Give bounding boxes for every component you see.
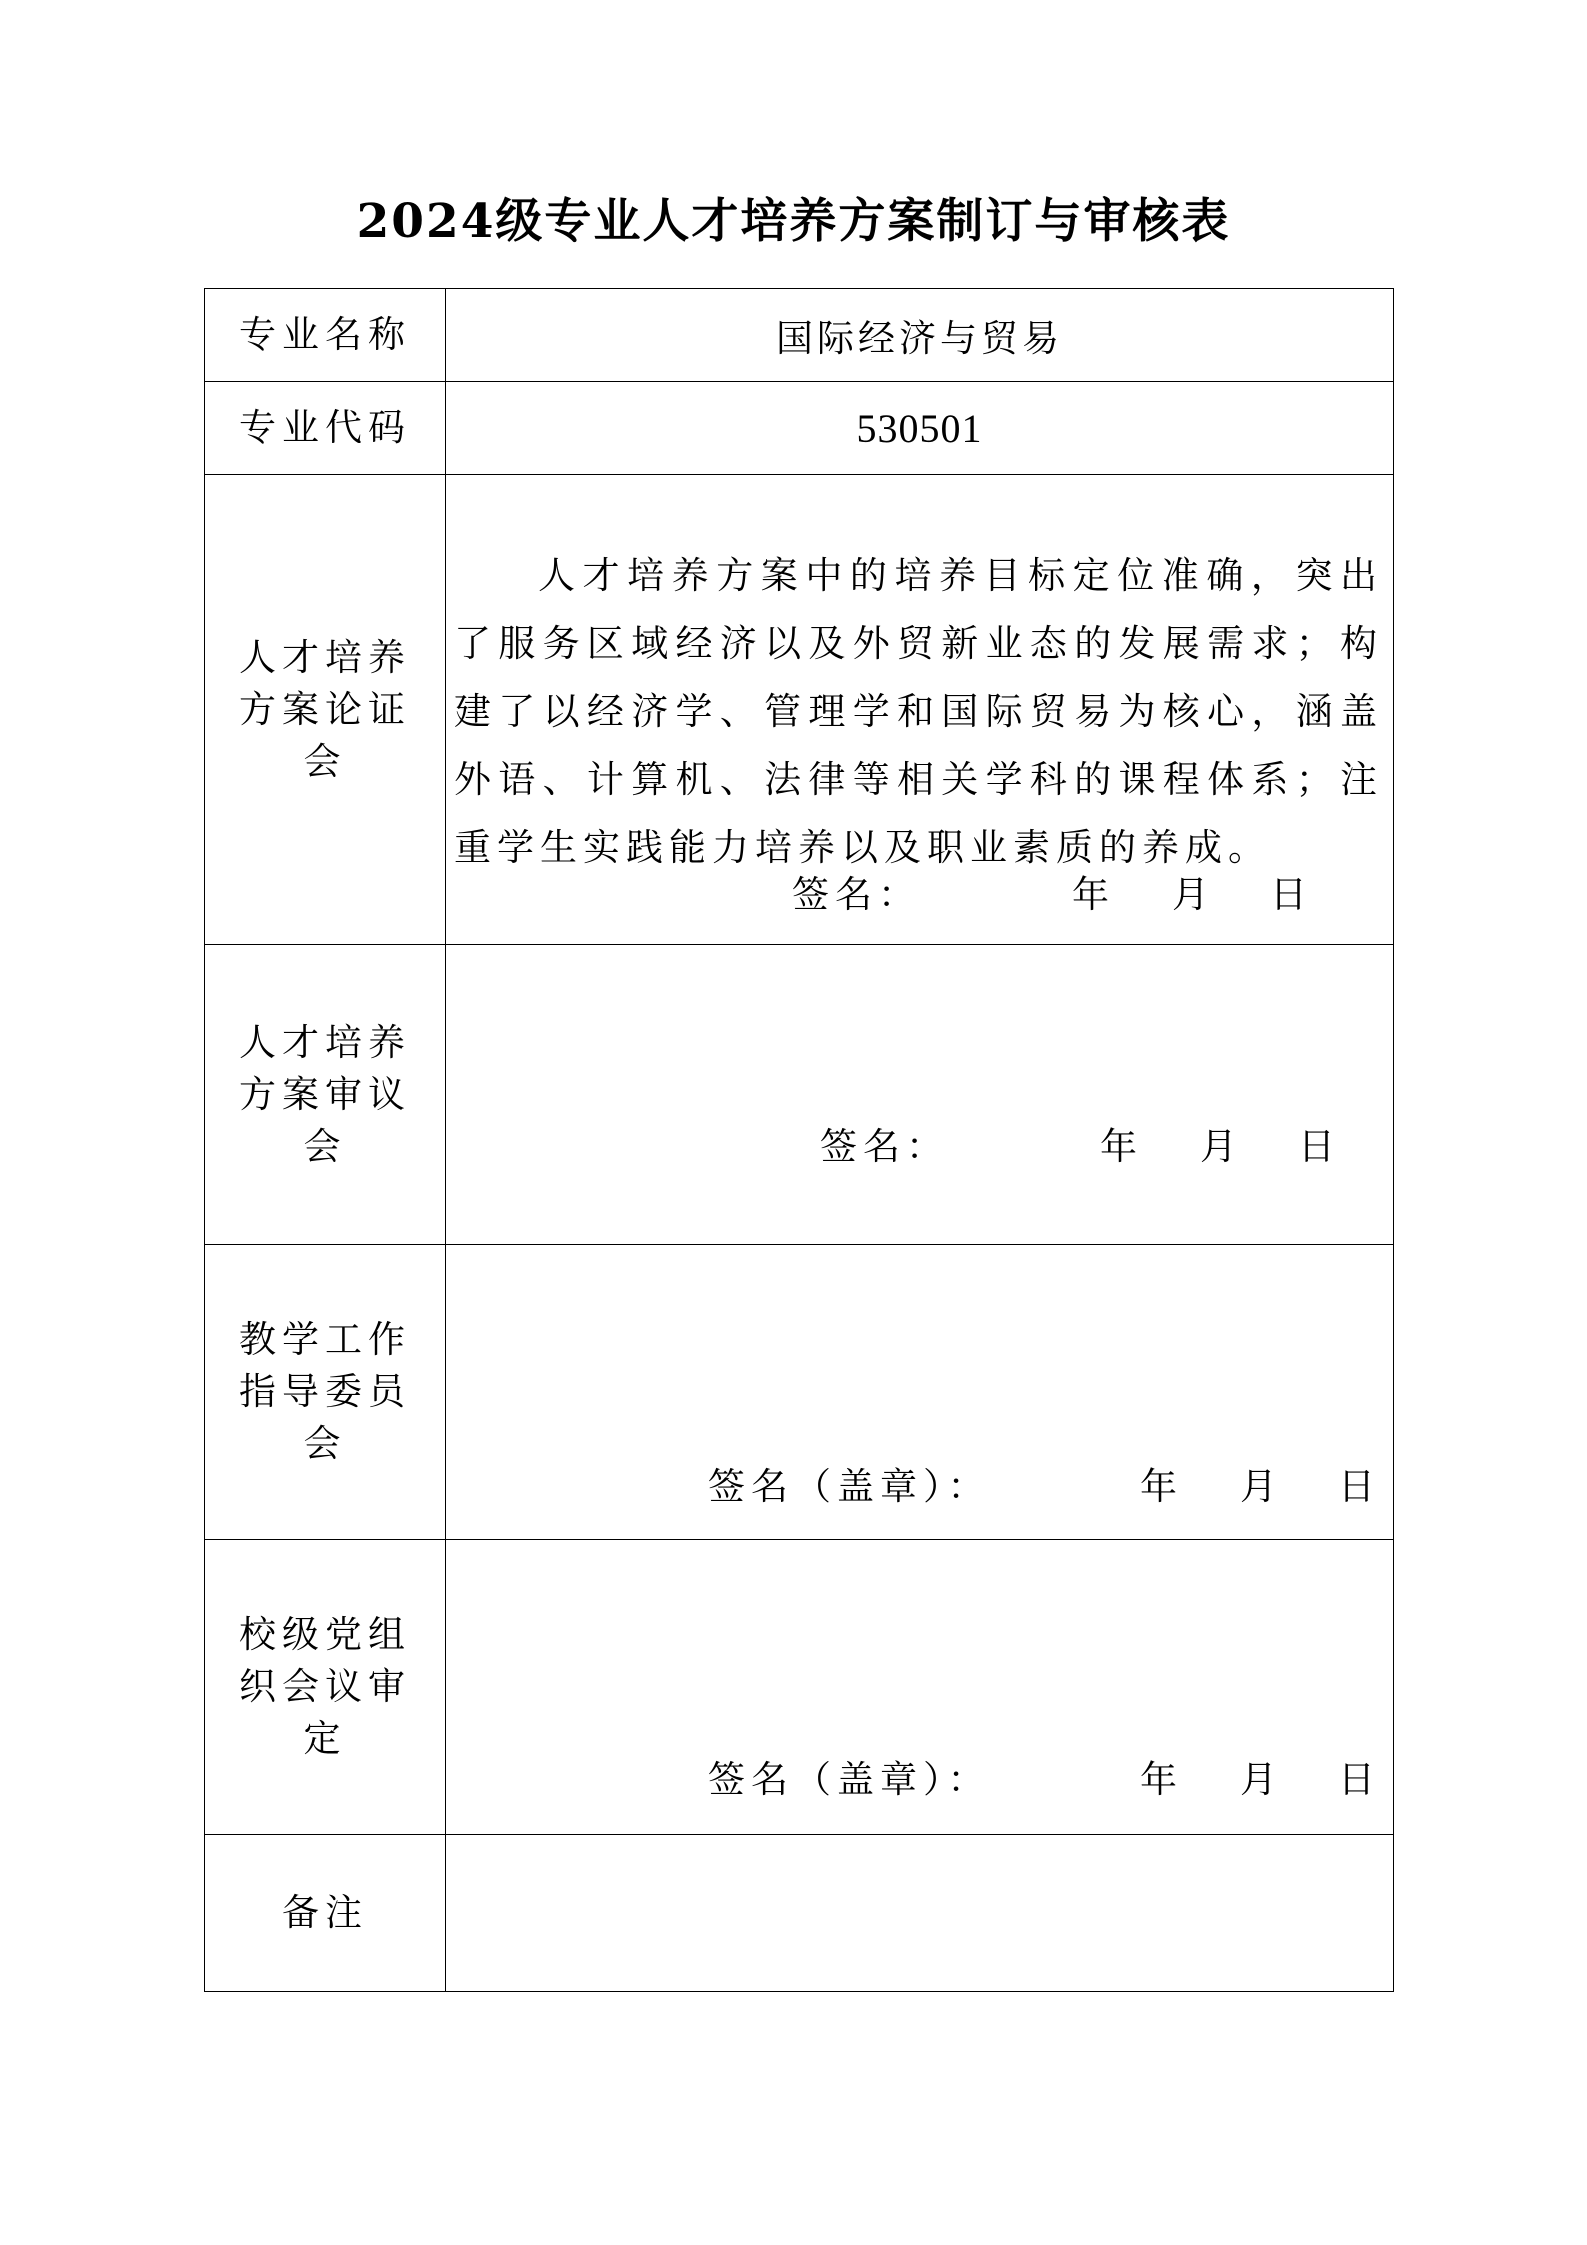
demonstration-label: 人才培养方案论证会 — [239, 635, 411, 783]
row-major-code — [205, 382, 1394, 475]
major-name-value-cell — [446, 289, 1394, 382]
party-meeting-content-cell — [446, 1540, 1394, 1835]
teaching-committee-label-cell — [205, 1245, 446, 1540]
teaching-committee-year-label: 年 — [1140, 1465, 1183, 1508]
major-name-value: 国际经济与贸易 — [776, 317, 1063, 360]
party-meeting-label: 校级党组织会议审定 — [239, 1613, 411, 1760]
review-meeting-signature-line — [820, 1125, 1341, 1169]
page-title: 2024级专业人才培养方案制订与审核表 — [356, 194, 1231, 249]
demonstration-content-cell — [446, 475, 1394, 945]
demonstration-month-label: 月 — [1172, 873, 1215, 916]
demonstration-year-label: 年 — [1072, 873, 1115, 916]
row-demonstration — [205, 475, 1394, 945]
major-code-label: 专业代码 — [239, 406, 411, 449]
party-meeting-label-cell — [205, 1540, 446, 1835]
major-code-value: 530501 — [856, 405, 983, 451]
teaching-committee-content-cell — [446, 1245, 1394, 1540]
review-meeting-label: 人才培养方案审议会 — [239, 1020, 411, 1168]
major-name-label: 专业名称 — [239, 313, 411, 356]
major-code-value-cell — [446, 382, 1394, 475]
remarks-label-cell — [205, 1835, 446, 1992]
row-review-meeting — [205, 945, 1394, 1245]
demonstration-label-cell — [205, 475, 446, 945]
review-meeting-year-label: 年 — [1100, 1125, 1143, 1168]
review-table — [204, 288, 1394, 1992]
demonstration-day-label: 日 — [1270, 873, 1313, 916]
demonstration-opinion: 人才培养方案中的培养目标定位准确，突出了服务区域经济以及外贸新业态的发展需求；构建了以经济学、管理学和国际贸易为核心，涵盖外语、计算机、法律等相关学科的课程体系；注重学生实践能力培养以及职业素质的养成。 — [454, 553, 1383, 869]
party-meeting-year-label: 年 — [1140, 1758, 1183, 1801]
review-meeting-signature-label: 签名： — [820, 1125, 949, 1168]
remarks-value-cell — [446, 1835, 1394, 1992]
review-meeting-label-cell — [205, 945, 446, 1245]
review-meeting-content-cell — [446, 945, 1394, 1245]
teaching-committee-day-label: 日 — [1338, 1465, 1381, 1508]
row-teaching-committee — [205, 1245, 1394, 1540]
teaching-committee-signature-label: 签名（盖章）： — [708, 1465, 991, 1508]
major-code-label-cell — [205, 382, 446, 475]
remarks-label: 备注 — [282, 1891, 368, 1934]
demonstration-signature-label: 签名： — [792, 873, 921, 916]
teaching-committee-month-label: 月 — [1240, 1465, 1283, 1508]
row-remarks — [205, 1835, 1394, 1992]
party-meeting-signature-line — [708, 1758, 1381, 1802]
major-name-label-cell — [205, 289, 446, 382]
party-meeting-day-label: 日 — [1338, 1758, 1381, 1801]
demonstration-signature-line — [792, 873, 1313, 917]
review-meeting-month-label: 月 — [1200, 1125, 1243, 1168]
party-meeting-month-label: 月 — [1240, 1758, 1283, 1801]
row-party-meeting — [205, 1540, 1394, 1835]
review-meeting-day-label: 日 — [1298, 1125, 1341, 1168]
teaching-committee-label: 教学工作指导委员会 — [239, 1318, 411, 1465]
teaching-committee-signature-line — [708, 1465, 1381, 1509]
party-meeting-signature-label: 签名（盖章）： — [708, 1758, 991, 1801]
row-major-name — [205, 289, 1394, 382]
